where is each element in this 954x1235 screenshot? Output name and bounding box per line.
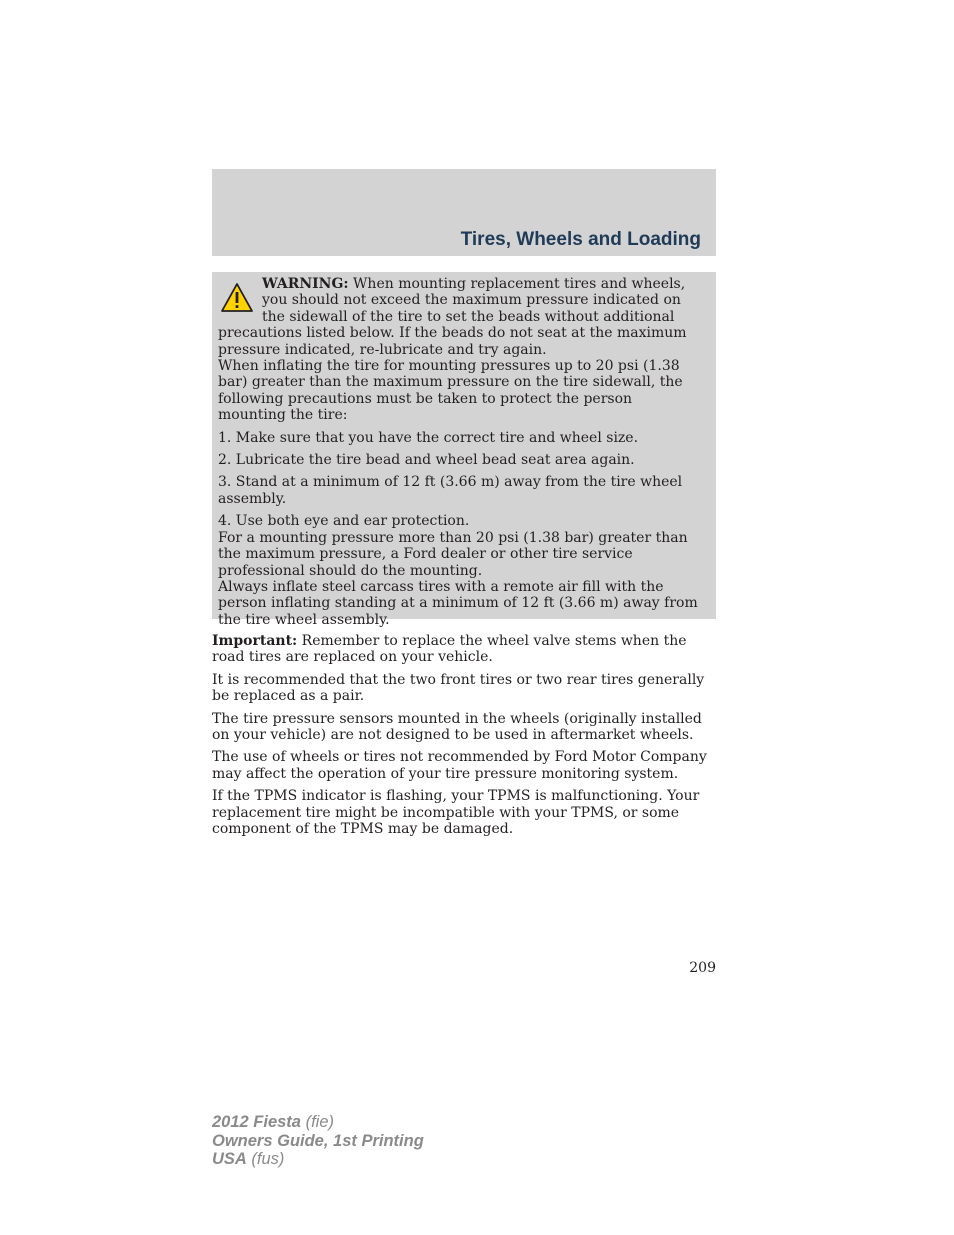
body-paragraph: The use of wheels or tires not recommended by Ford Motor Company may affect the operation of your tire pressure monitoring system. [212, 749, 707, 782]
body-text [212, 633, 716, 843]
warning-paragraph: When inflating the tire for mounting pressures up to 20 psi (1.38 bar) greater than the maximum pressure on the tire sidewall, the following precautions must be taken to protect the person mounting the tire: [218, 358, 683, 424]
warning-step: 1. Make sure that you have the correct tire and wheel size. [218, 429, 639, 446]
footer-market: USA [212, 1150, 247, 1168]
footer-market-code: (fus) [246, 1150, 285, 1168]
warning-triangle-icon [220, 282, 254, 314]
footer-guide: Owners Guide, 1st Printing [212, 1131, 424, 1150]
body-paragraph: It is recommended that the two front tires or two rear tires generally be replaced as a pair. [212, 671, 705, 705]
body-paragraph: If the TPMS indicator is flashing, your TPMS is malfunctioning. Your replacement tire might be incompatible with your TPMS, or some component of the TPMS may be damaged. [212, 788, 700, 838]
footer-line [212, 1150, 424, 1169]
body-paragraph: The tire pressure sensors mounted in the wheels (originally installed on your vehicle) are not designed to be used in aftermarket wheels. [212, 710, 702, 744]
warning-box [212, 272, 716, 628]
warning-paragraph: For a mounting pressure more than 20 psi (1.38 bar) greater than the maximum pressure, a Ford dealer or other tire service professional should do the mounting. [218, 529, 688, 579]
footer [212, 1113, 424, 1169]
important-paragraph [212, 633, 716, 666]
warning-intro [218, 276, 704, 358]
footer-model-code: (fie) [300, 1113, 334, 1131]
footer-line [212, 1113, 424, 1132]
page-number: 209 [689, 960, 716, 976]
warning-label: WARNING: [262, 276, 349, 292]
important-label: Important: [212, 633, 298, 649]
warning-step: 3. Stand at a minimum of 12 ft (3.66 m) away from the tire wheel assembly. [218, 474, 683, 507]
warning-step: 2. Lubricate the tire bead and wheel bead seat area again. [218, 452, 635, 469]
important-text: Remember to replace the wheel valve stems when the road tires are replaced on your vehicle. [212, 633, 687, 666]
section-header [212, 169, 716, 256]
warning-intro-text: When mounting replacement tires and wheels, you should not exceed the maximum pressure indicated on the sidewall of the tire to set the beads without additional precautions listed below. If the beads do not seat at the maximum pressure indicated, re-lubricate and try again. [218, 276, 687, 358]
footer-model: 2012 Fiesta [212, 1113, 301, 1131]
section-title: Tires, Wheels and Loading [460, 229, 701, 250]
warning-paragraph: Always inflate steel carcass tires with a remote air fill with the person inflating standing at a minimum of 12 ft (3.66 m) away from the tire wheel assembly. [218, 578, 698, 628]
warning-step: 4. Use both eye and ear protection. [218, 513, 470, 530]
